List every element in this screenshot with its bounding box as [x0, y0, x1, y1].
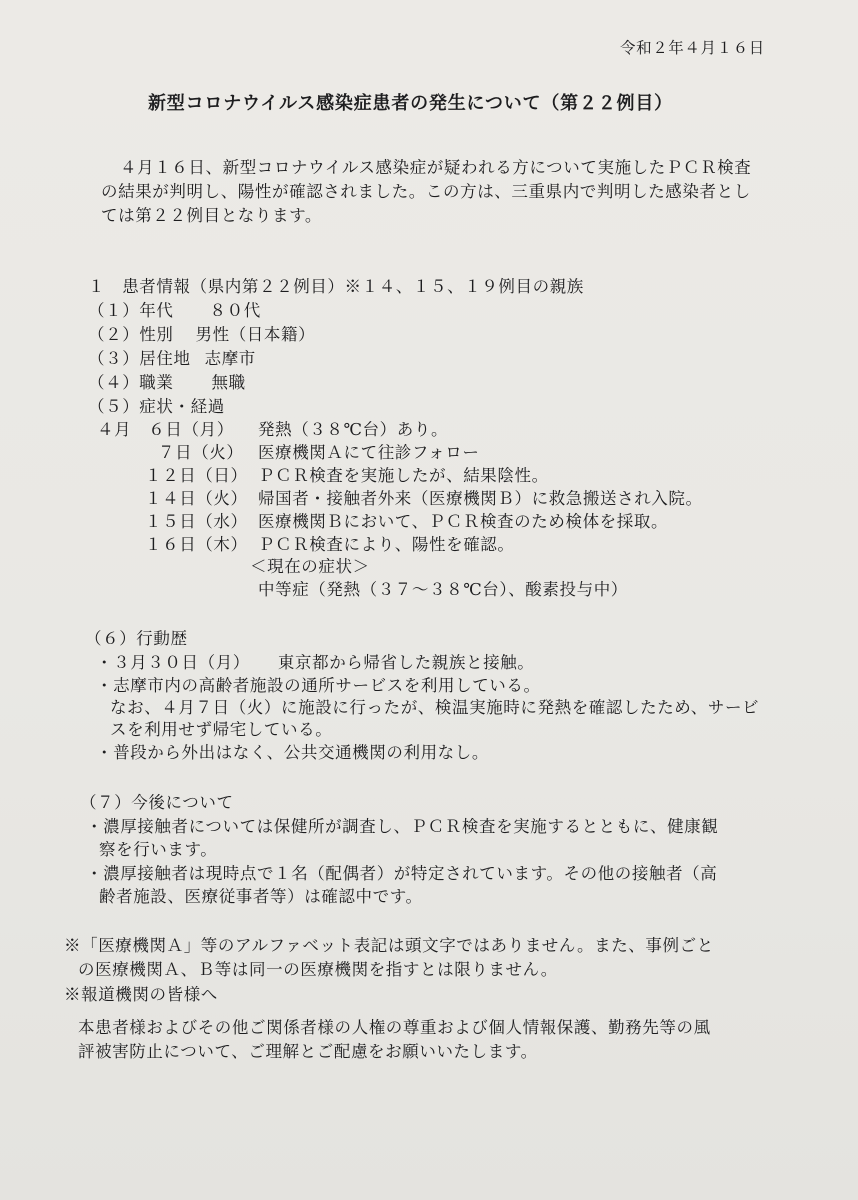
timeline-text: ＰＣＲ検査を実施したが、結果陰性。 — [258, 466, 549, 485]
timeline-date: １２日（日） — [145, 466, 248, 485]
document-title: 新型コロナウイルス感染症患者の発生について（第２２例目） — [148, 93, 673, 114]
activity-date: ・３月３０日（月） — [96, 653, 250, 672]
sex-value: 男性（日本籍） — [195, 325, 316, 344]
note-line: 本患者様およびその他ご関係者様の人権の尊重および個人情報保護、勤務先等の風 — [78, 1018, 711, 1037]
intro-line: の結果が判明し、陽性が確認されました。この方は、三重県内で判明した感染者とし — [101, 182, 751, 201]
sex-row — [88, 325, 315, 345]
timeline-text: 帰国者・接触者外来（医療機関Ｂ）に救急搬送され入院。 — [258, 489, 703, 508]
age-label: （１）年代 — [88, 301, 174, 320]
timeline-date: １５日（水） — [145, 512, 248, 531]
timeline-date: １６日（木） — [145, 535, 248, 554]
timeline-text: 医療機関Ａにて往診フォロー — [258, 443, 480, 462]
activity-item: なお、４月７日（火）に施設に行ったが、検温実施時に発熱を確認したため、サービ — [110, 698, 760, 717]
document-date: 令和２年４月１６日 — [620, 39, 765, 57]
activity-heading: （６）行動歴 — [85, 629, 188, 648]
occupation-value: 無職 — [211, 373, 246, 392]
future-line: ・濃厚接触者は現時点で１名（配偶者）が特定されています。その他の接触者（高 — [86, 864, 718, 883]
timeline-text: 発熱（３８℃台）あり。 — [258, 420, 449, 439]
note-line: の医療機関Ａ、Ｂ等は同一の医療機関を指すとは限りません。 — [78, 960, 558, 979]
timeline-text: 医療機関Ｂにおいて、ＰＣＲ検査のため検体を採取。 — [258, 512, 669, 531]
future-line: ・濃厚接触者については保健所が調査し、ＰＣＲ検査を実施するとともに、健康観 — [86, 817, 719, 836]
intro-line: ては第２２例目となります。 — [101, 206, 322, 225]
age-value: ８０代 — [209, 301, 261, 320]
occupation-row — [88, 373, 246, 393]
note-line: ※報道機関の皆様へ — [64, 985, 218, 1004]
note-line: 評被害防止について、ご理解とご配慮をお願いいたします。 — [78, 1042, 538, 1061]
timeline-date: ４月 ６日（月） — [97, 420, 234, 439]
future-line: 齢者施設、医療従事者等）は確認中です。 — [99, 887, 423, 906]
age-row — [88, 301, 261, 321]
activity-item: スを利用せず帰宅している。 — [110, 720, 333, 739]
sex-label: （２）性別 — [88, 325, 174, 344]
timeline-text: ＰＣＲ検査により、陽性を確認。 — [258, 535, 515, 554]
timeline-date: ７日（火） — [158, 443, 244, 462]
activity-item: ・志摩市内の高齢者施設の通所サービスを利用している。 — [96, 676, 541, 695]
current-symptoms-value: 中等症（発熱（３７～３８℃台）、酸素投与中） — [258, 580, 628, 599]
activity-item — [96, 653, 534, 673]
activity-item: ・普段から外出はなく、公共交通機関の利用なし。 — [96, 743, 489, 762]
timeline-date: １４日（火） — [145, 489, 248, 508]
residence-label: （３）居住地 — [88, 349, 191, 368]
occupation-label: （４）職業 — [88, 373, 174, 392]
activity-text: 東京都から帰省した親族と接触。 — [277, 653, 535, 672]
current-symptoms-label: ＜現在の症状＞ — [250, 557, 370, 576]
residence-row — [88, 349, 256, 369]
intro-line: ４月１６日、新型コロナウイルス感染症が疑われる方について実施したＰＣＲ検査 — [120, 158, 752, 177]
residence-value: 志摩市 — [204, 349, 256, 368]
patient-heading: １ 患者情報（県内第２２例目）※１４、１５、１９例目の親族 — [88, 277, 584, 296]
future-line: 察を行います。 — [99, 840, 218, 859]
symptoms-heading: （５）症状・経過 — [88, 397, 225, 416]
future-heading: （７）今後について — [80, 793, 234, 812]
note-line: ※「医療機関Ａ」等のアルファベット表記は頭文字ではありません。また、事例ごと — [64, 936, 714, 955]
